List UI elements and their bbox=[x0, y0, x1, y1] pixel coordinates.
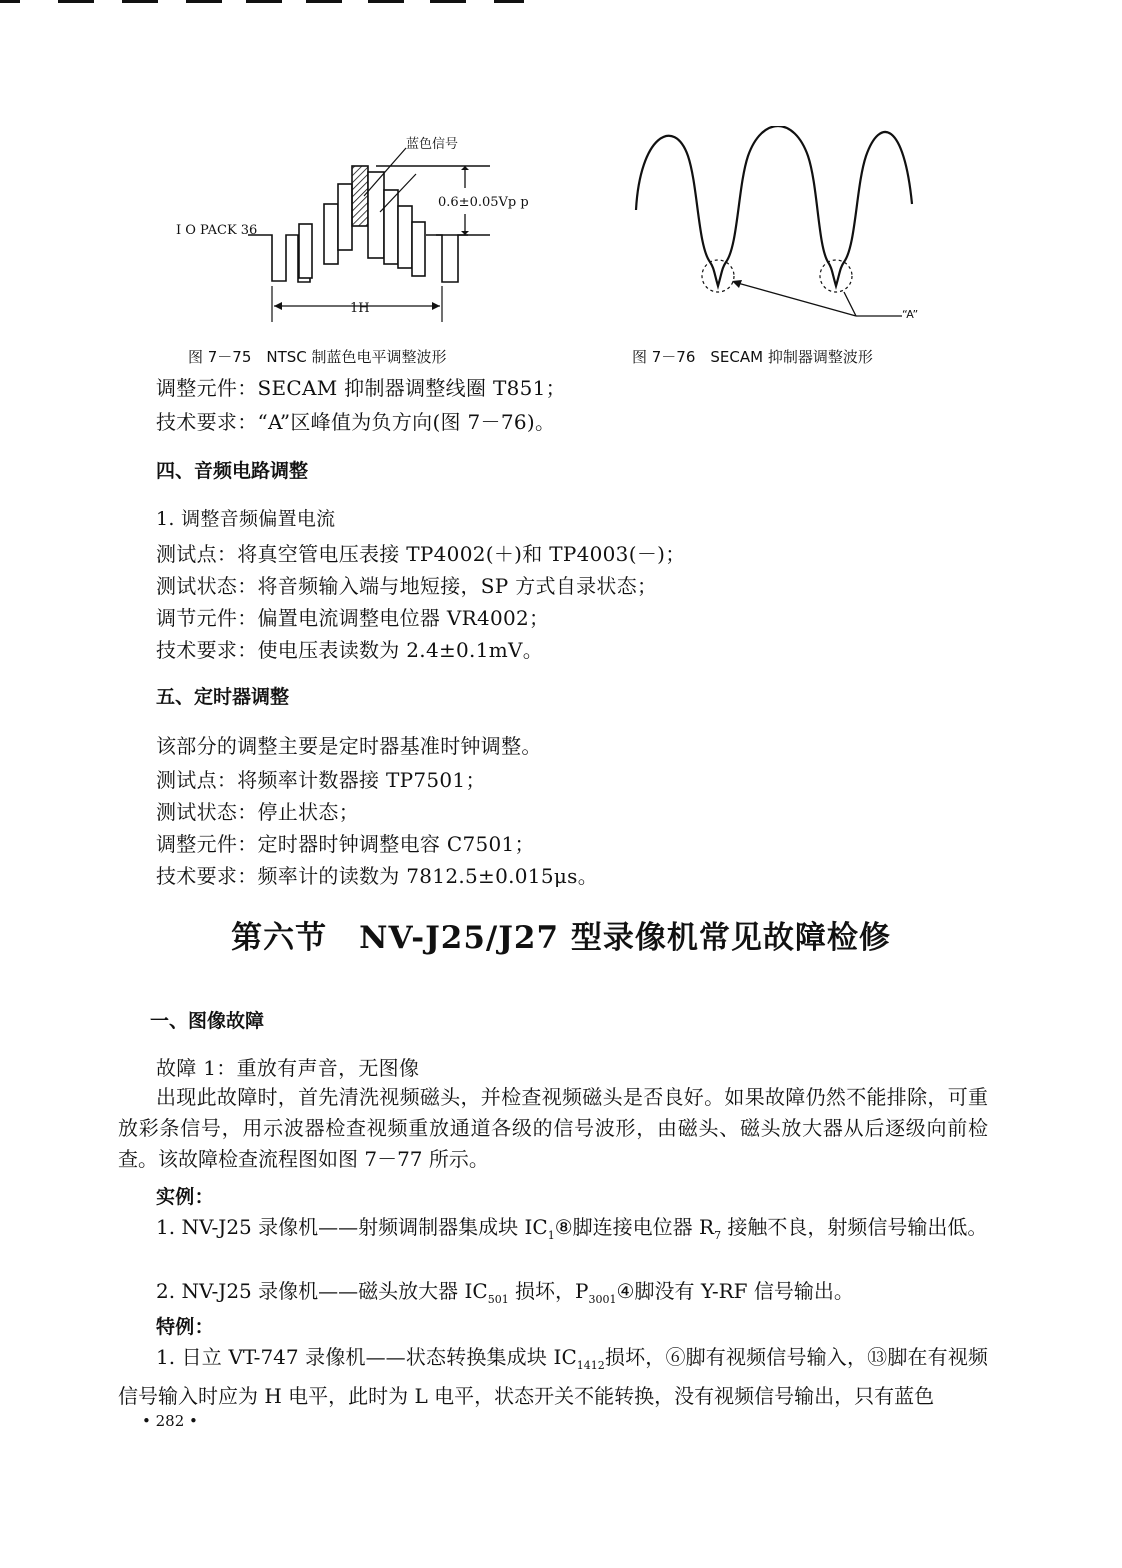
timer-line-2: 测试点：将频率计数器接 TP7501； bbox=[156, 768, 486, 792]
label-amplitude: 0.6±0.05Vp p bbox=[438, 195, 529, 210]
page-number: • 282 • bbox=[142, 1412, 198, 1430]
label-period: 1H bbox=[350, 301, 370, 316]
special-1 bbox=[118, 1342, 988, 1412]
requirement-line: 技术要求：“A”区峰值为负方向(图 7－76)。 bbox=[156, 410, 556, 434]
example-label: 实例： bbox=[156, 1186, 214, 1208]
figure-secam-suppressor bbox=[626, 126, 946, 330]
example-2 bbox=[118, 1276, 988, 1315]
timer-line-3: 测试状态：停止状态； bbox=[156, 800, 359, 824]
example-2-sub-b: 3001 bbox=[588, 1293, 617, 1306]
heading-timer-adjust: 五、定时器调整 bbox=[156, 686, 290, 708]
caption-figure-7-75: 图 7－75 NTSC 制蓝色电平调整波形 bbox=[188, 348, 447, 366]
example-2-sub-a: 501 bbox=[487, 1293, 509, 1306]
fault-1-title: 故障 1：重放有声音，无图像 bbox=[156, 1056, 420, 1080]
special-label: 特例： bbox=[156, 1316, 214, 1338]
figure-ntsc-blue-level bbox=[168, 126, 568, 338]
example-2-text-a: 2. NV-J25 录像机——磁头放大器 IC bbox=[156, 1279, 488, 1303]
audio-line-1: 测试点：将真空管电压表接 TP4002(＋)和 TP4003(－)； bbox=[156, 542, 686, 566]
example-2-text-c: ④脚没有 Y-RF 信号输出。 bbox=[616, 1279, 854, 1303]
heading-image-fault: 一、图像故障 bbox=[150, 1010, 265, 1032]
example-1-text-c: 接触不良，射频信号输出低。 bbox=[721, 1215, 988, 1239]
fault-1-paragraph: 出现此故障时，首先清洗视频磁头，并检查视频磁头是否良好。如果故障仍然不能排除，可重放彩条信号，用示波器检查视频重放通道各级的信号波形，由磁头、磁头放大器从后逐级向前检查。该故障检查流程图如图 7－77 所示。 bbox=[118, 1085, 988, 1171]
timer-line-5: 技术要求：频率计的读数为 7812.5±0.015μs。 bbox=[156, 864, 599, 888]
example-1 bbox=[118, 1212, 988, 1251]
example-1-text-a: 1. NV-J25 录像机——射频调制器集成块 IC bbox=[156, 1215, 548, 1239]
example-1-sub-b: 7 bbox=[714, 1229, 722, 1242]
special-1-sub-a: 1412 bbox=[576, 1359, 605, 1372]
audio-line-3: 调节元件：偏置电流调整电位器 VR4002； bbox=[156, 606, 550, 630]
sub-audio-bias: 1. 调整音频偏置电流 bbox=[156, 508, 336, 530]
label-a-region: “A” bbox=[902, 308, 919, 321]
heading-audio-adjust: 四、音频电路调整 bbox=[156, 460, 309, 482]
adjust-element-line: 调整元件：SECAM 抑制器调整线圈 T851； bbox=[156, 376, 566, 400]
top-scan-marks bbox=[0, 0, 540, 6]
audio-line-4: 技术要求：使电压表读数为 2.4±0.1mV。 bbox=[156, 638, 544, 662]
timer-line-4: 调整元件：定时器时钟调整电容 C7501； bbox=[156, 832, 535, 856]
special-1-text-a: 1. 日立 VT-747 录像机——状态转换集成块 IC bbox=[156, 1345, 577, 1369]
special-1-text-b: 损坏，⑥脚有视频信号输入，⑬脚在有视频信号输入时应为 H 电平，此时为 L 电平，状态开关不能转换，没有视频信号输出，只有蓝色 bbox=[118, 1345, 989, 1408]
label-io-pack: I O PACK 36 bbox=[176, 223, 258, 238]
section-title: 第六节 NV-J25/J27 型录像机常见故障检修 bbox=[231, 920, 891, 956]
example-2-text-b: 损坏，P bbox=[508, 1279, 589, 1303]
example-1-text-b: ⑧脚连接电位器 R bbox=[554, 1215, 715, 1239]
timer-line-1: 该部分的调整主要是定时器基准时钟调整。 bbox=[156, 734, 542, 758]
caption-figure-7-76: 图 7－76 SECAM 抑制器调整波形 bbox=[632, 348, 873, 366]
audio-line-2: 测试状态：将音频输入端与地短接，SP 方式自录状态； bbox=[156, 574, 658, 598]
example-1-sub-a: 1 bbox=[547, 1229, 555, 1242]
fault-1-body bbox=[118, 1082, 988, 1175]
label-blue-signal: 蓝色信号 bbox=[406, 137, 459, 152]
